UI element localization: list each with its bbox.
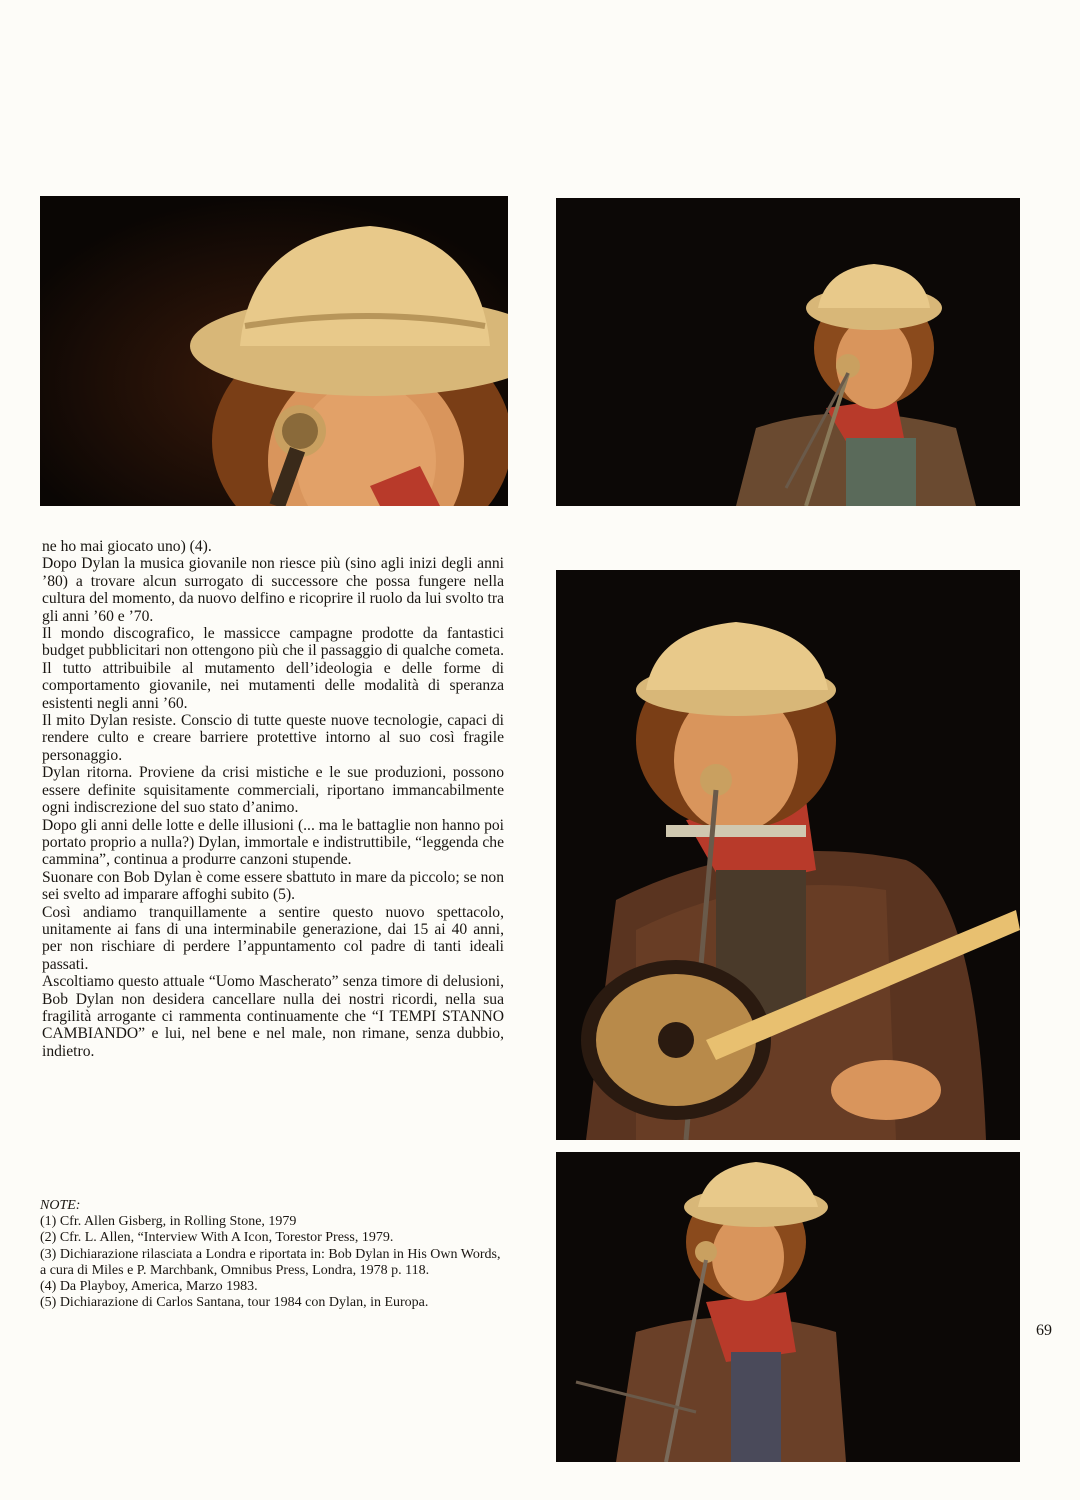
page-number: 69 (1036, 1322, 1052, 1339)
body-paragraph: ne ho mai giocato uno) (4). (42, 538, 212, 555)
body-paragraph: Il mito Dylan resiste. Conscio di tutte queste nuove tecnologie, capaci di rendere culto e creare barriere protettive intorno al suo così fragile personaggio. (42, 712, 504, 764)
photo-dylan-stage (556, 1152, 1020, 1462)
footnote-item: (4) Da Playboy, America, Marzo 1983. (40, 1279, 258, 1295)
body-paragraph: Così andiamo tranquillamente a sentire questo nuovo spettacolo, unitamente ai fans di una interminabile generazione, dai 15 ai 40 anni, per non rischiare di perdere l’appuntamento col padre di tanti ideali passati. (42, 903, 504, 973)
footnote-item: (5) Dichiarazione di Carlos Santana, tour 1984 con Dylan, in Europa. (40, 1295, 429, 1311)
body-paragraph: Suonare con Bob Dylan è come essere sbattuto in mare da piccolo; se non sei svelto ad imparare affoghi subito (5). (42, 868, 504, 904)
footnote-item: (2) Cfr. L. Allen, “Interview With A Icon, Torestor Press, 1979. (40, 1230, 394, 1246)
body-paragraph: Il mondo discografico, le massicce campagne prodotte da fantastici budget pubblicitari non ottengono più che il passaggio di qualche cometa. Il tutto attribuibile al mutamento dell’ideologia e delle forme di comportamento giovanile, nei mutamenti delle modalità di speranza esistenti negli anni ’60. (42, 625, 504, 712)
photo-dylan-guitar (556, 570, 1020, 1140)
footnote-item: (3) Dichiarazione rilasciata a Londra e riportata in: Bob Dylan in His Own Words, a cura di Miles e P. Marchbank, Omnibus Press, Londra, 1978 p. 118. (40, 1246, 501, 1278)
body-paragraph: Dopo gli anni delle lotte e delle illusioni (... ma le battaglie non hanno poi portato proprio a nulla?) Dylan, immortale e indistruttibile, “leggenda che cammina”, continua a produrre canzoni stupende. (42, 816, 504, 869)
footnotes (40, 1198, 506, 1311)
photo-dylan-singing (556, 198, 1020, 506)
footnote-item: (1) Cfr. Allen Gisberg, in Rolling Stone, 1979 (40, 1214, 297, 1230)
body-paragraph: Ascoltiamo questo attuale “Uomo Mascherato” senza timore di delusioni, Bob Dylan non desidera cancellare nulla dei nostri ricordi, nella sua fragilità arrogante ci rammenta continuamente che “I TEMPI STANNO CAMBIANDO” e lui, nel bene e nel male, non rimane, senza dubbio, indietro. (42, 973, 504, 1060)
body-paragraph: Dopo Dylan la musica giovanile non riesce più (sino agli inizi degli anni ’80) a trovare alcun surrogato di successore che possa fungere nella cultura del momento, da nuovo delfino e ricoprire il ruolo da lui svolto tra gli anni ’60 e ’70. (42, 555, 504, 625)
body-paragraph: Dylan ritorna. Proviene da crisi mistiche e le sue produzioni, possono essere definite squisitamente commerciali, riportano immancabilmente ogni indiscrezione del suo stato d’animo. (42, 764, 504, 817)
article-body (42, 538, 504, 1060)
photo-dylan-closeup (40, 196, 508, 506)
notes-title: NOTE: (40, 1198, 81, 1213)
